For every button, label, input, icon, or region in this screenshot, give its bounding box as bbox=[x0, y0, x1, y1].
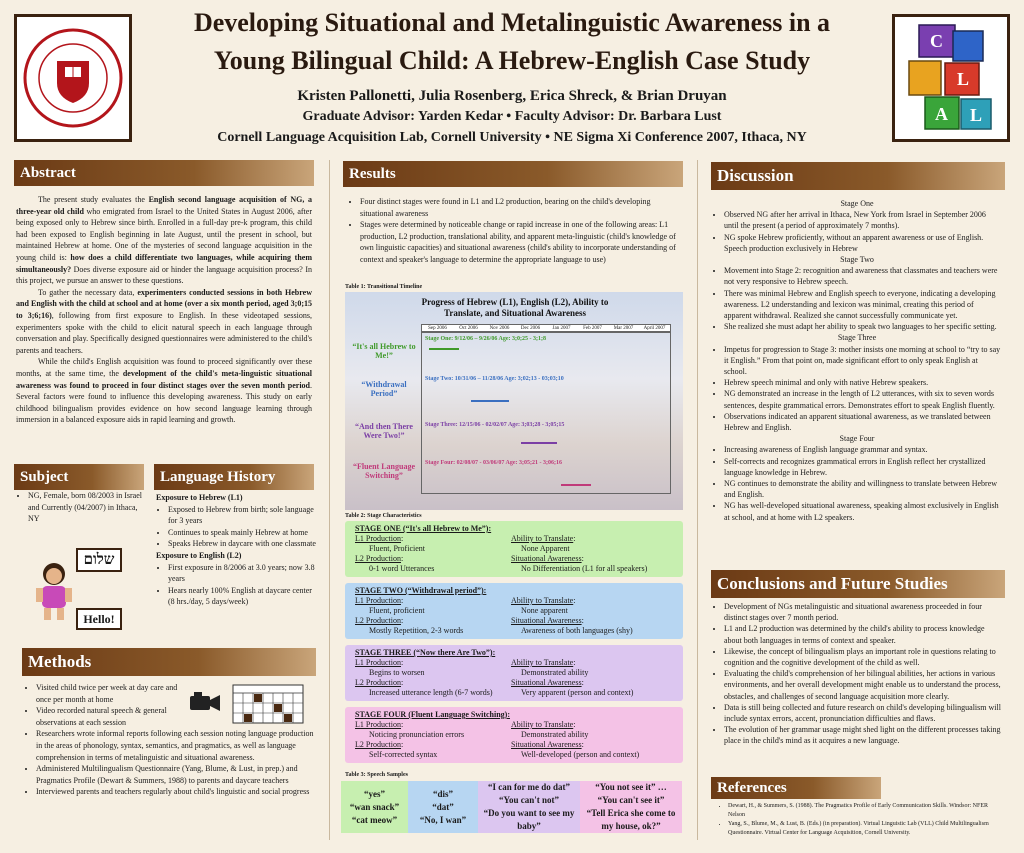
timeline-grid bbox=[421, 332, 671, 494]
conclusions-header: Conclusions and Future Studies bbox=[711, 570, 1005, 598]
results-text bbox=[348, 196, 678, 266]
month-label: April 2007 bbox=[643, 326, 666, 331]
speech-sample-stage1: “yes” “wan snack” “cat meow” bbox=[341, 781, 408, 833]
timeline-months bbox=[421, 324, 671, 332]
stage-one-box: STAGE ONE (“It's all Hebrew to Me”): L1 Production: Ability to Translate: Fluent, Proficient None Apparent L2 Production: Situational Awareness: 0-1 word Utterances No Differentiation (L1 for all speakers) bbox=[345, 521, 683, 577]
stage-range: Stage Three: 12/15/06 - 02/02/07 Age: 3;03;28 - 3;05;15 bbox=[425, 422, 565, 428]
language-history-header: Language History bbox=[154, 464, 314, 490]
hebrew-item: • Continues to speak mainly Hebrew at home bbox=[168, 527, 316, 539]
conclusion-item: • Data is still being collected and future research on child's developing bilingualism will include syntax errors, accent, pronunciation difficulties and flaws. bbox=[724, 702, 1002, 724]
methods-item: • Administered Multilingualism Questionnaire (Yang, Blume, & Lust, in prep.) and Pragmatics Profile (Dewart & Summers, 1988) to parents and daycare teachers bbox=[36, 763, 316, 786]
month-label: Feb 2007 bbox=[583, 326, 602, 331]
stage-bar bbox=[429, 348, 459, 350]
stage-three-box: STAGE THREE (“Now there Are Two”): L1 Production: Ability to Translate: Begins to worsen Demonstrated ability L2 Production: Situational Awareness: Increased utterance length (6-7 words) Very apparent (person and context) bbox=[345, 645, 683, 701]
table2-caption: Table 2: Stage Characteristics bbox=[345, 513, 422, 519]
month-label: Sep 2006 bbox=[428, 326, 447, 331]
shalom-sign: שלום bbox=[76, 548, 122, 572]
affiliation: Cornell Language Acquisition Lab, Cornell University • NE Sigma Xi Conference 2007, Ithaca, NY bbox=[217, 130, 807, 145]
abstract-header: Abstract bbox=[14, 160, 314, 186]
conclusion-item: • L1 and L2 production was determined by the child's ability to process knowledge about both languages in terms of context and speaker. bbox=[724, 623, 1002, 645]
speech-sample-stage3: “I can for me do dat” “You can't not” “Do you want to see my baby” bbox=[478, 781, 580, 833]
conclusions-text bbox=[712, 601, 1002, 777]
methods-item: • Interviewed parents and teachers regularly about child's linguistic and social progress bbox=[36, 786, 316, 798]
transitional-timeline bbox=[345, 292, 683, 510]
month-label: Oct 2006 bbox=[459, 326, 478, 331]
discussion-item: • Self-corrects and recognizes grammatical errors in English reflect her crystallized language knowledge in Hebrew. bbox=[724, 456, 1002, 478]
discussion-item: • NG has well-developed situational awareness, speaking almost exclusively in English at school, and at home with L2 speakers. bbox=[724, 500, 1002, 522]
poster-title-line2: Young Bilingual Child: A Hebrew-English Case Study bbox=[213, 46, 811, 75]
discussion-item: • She realized she must adapt her ability to speak two languages to her specific setting. bbox=[724, 321, 1002, 332]
stage-two-box: STAGE TWO (“Withdrawal period”): L1 Production: Ability to Translate: Fluent, proficient None apparent L2 Production: Situational Awareness: Mostly Repetition, 2-3 words Awareness of both languages (shy) bbox=[345, 583, 683, 639]
discussion-item: • Impetus for progression to Stage 3: mother insists one morning at school to “try to say it English.” From that point on, made significant effort to only speak English at school. bbox=[724, 344, 1002, 378]
svg-text:L: L bbox=[970, 105, 983, 125]
cornell-seal-logo bbox=[14, 14, 132, 142]
timeline-title: Progress of Hebrew (L1), English (L2), Ability to Translate, and Situational Awareness bbox=[421, 297, 609, 318]
abstract-text: The present study evaluates the English second language acquisition of NG, a three-year old child who emigrated from Israel to the United States in August 2006, after being exposed only to Hebrew since birth. Enrolled in a full-day pre-k program, this child had been exposed to English beginning in late August, until the present in school, but maintained Hebrew at home. One of the mysteries of second language acquisition in the young child is: how does a child differentiate two languages, while acquiring them simultaneously? Does diverse exposure aid or hinder the language acquisition process? In this project, we pursue an answer to these questions. To gather the necessary data, experimenters conducted sessions in both Hebrew and English with the child at school and at home (over a six month period, aged 3;0;15 to 3;6;16), following from first exposure to English. In these videotaped sessions, experimenters spoke with the child to elicit natural speech in each language through conversation and play. Specifically designed questionnaires were administered to the child's parents and teachers. While the child's English acquisition was found to proceed significantly over these months, at the same time, the development of the child's meta-linguistic situational awareness was found to proceed in four distinct stages over the seven month period. Several factors were found to influence this developing awareness. This study on early childhood bilingualism provides evidence on how second language learning through immersion in a balanced exposure aids in rapid learning and growth. bbox=[16, 195, 312, 425]
references-text bbox=[716, 802, 1002, 838]
video-camera-icon bbox=[188, 690, 222, 714]
discussion-header: Discussion bbox=[711, 162, 1005, 190]
authors: Kristen Pallonetti, Julia Rosenberg, Erica Shreck, & Brian Druyan bbox=[297, 88, 727, 104]
discussion-item: • Observed NG after her arrival in Ithaca, New York from Israel in September 2006 until the present (a period of approximately 7 months). bbox=[724, 209, 1002, 231]
svg-text:A: A bbox=[935, 104, 948, 124]
language-history-text: Exposure to Hebrew (L1) • Exposed to Hebrew from birth; sole language for 3 years • Continues to speak mainly Hebrew at home • Speaks Hebrew in daycare with one classmate Exposure to English (L2) • First exposure in 8/2006 at 3.0 years; now 3.8 years • Hears nearly 100% English at daycare center (8 hrs./day, 5 days/week) bbox=[156, 492, 316, 608]
discussion-item: • Movement into Stage 2: recognition and awareness that classmates and teachers were not very responsive to Hebrew speech. bbox=[724, 265, 1002, 287]
stage-quote: “It's all Hebrew to Me!” bbox=[352, 342, 416, 360]
svg-text:C: C bbox=[930, 31, 943, 51]
discussion-item: • Increasing awareness of English language grammar and syntax. bbox=[724, 444, 1002, 455]
subject-header: Subject bbox=[14, 464, 144, 490]
stage-four-box: STAGE FOUR (Fluent Language Switching): L1 Production: Ability to Translate: Noticing pronunciation errors Demonstrated ability L2 Production: Situational Awareness: Self-corrected syntax Well-developed (person and context) bbox=[345, 707, 683, 763]
discussion-item: • Observations indicated an apparent situational awareness, as we translated between Hebrew and English. bbox=[724, 411, 1002, 433]
conclusion-item: • The evolution of her grammar usage might shed light on the different processes taking place in the child's mind as it acquires a new language. bbox=[724, 724, 1002, 746]
column-divider-1 bbox=[329, 160, 330, 840]
calendar-icon bbox=[232, 684, 304, 724]
results-item: • Four distinct stages were found in L1 and L2 production, bearing on the child's developing situational awareness bbox=[360, 196, 678, 219]
english-item: • First exposure in 8/2006 at 3.0 years; now 3.8 years bbox=[168, 562, 316, 585]
discussion-item: • NG spoke Hebrew proficiently, without an apparent awareness or use of English. Speech production exclusively in Hebrew bbox=[724, 232, 1002, 254]
month-label: Jan 2007 bbox=[552, 326, 571, 331]
speech-sample-stage4: “You not see it” … “You can't see it” “Tell Erica she come to my house, ok?” bbox=[580, 781, 682, 833]
discussion-text: Stage One • Observed NG after her arrival in Ithaca, New York from Israel in September 2006 until the present (a period of approximately 7 months). • NG spoke Hebrew proficiently, without an apparent awareness or use of English. Speech production exclusively in Hebrew Stage Two • Movement into Stage 2: recognition and awareness that classmates and teachers were not very responsive to Hebrew speech. • There was minimal Hebrew and English speech to everyone, indicating a developing awareness. L2 understanding and lexicon was minimal, creating this period of apparent withdrawal. Realized she cannot successfully communicate yet. • She realized she must adapt her ability to speak two languages to her specific setting. Stage Three • Impetus for progression to Stage 3: mother insists one morning at school to “try to say it English.” From that point on, made significant effort to only speak English at school. • Hebrew speech minimal and only with native Hebrew speakers. • NG demonstrated an increase in the length of L2 utterances, with six to seven words sentences, despite grammatical errors. Demonstrates effort to speak English fluently. • Observations indicated an apparent situational awareness, as we translated between Hebrew and English. Stage Four • Increasing awareness of English language grammar and syntax. • Self-corrects and recognizes grammatical errors in English reflect her crystallized language knowledge in Hebrew. • NG continues to demonstrate the ability and willingness to translate between Hebrew and English. • NG has well-developed situational awareness, speaking almost exclusively in English at school, and at home with L2 speakers. bbox=[712, 198, 1002, 523]
results-header: Results bbox=[343, 161, 683, 187]
stage-bar bbox=[471, 400, 509, 402]
english-item: • Hears nearly 100% English at daycare center (8 hrs./day, 5 days/week) bbox=[168, 585, 316, 608]
column-divider-2 bbox=[697, 160, 698, 840]
table3-caption: Table 3: Speech Samples bbox=[345, 772, 408, 778]
discussion-item: • NG demonstrated an increase in the length of L2 utterances, with six to seven words sentences, despite grammatical errors. Demonstrates effort to speak English fluently. bbox=[724, 388, 1002, 410]
poster-title-line1: Developing Situational and Metalinguistic Awareness in a bbox=[193, 8, 831, 37]
stage-bar bbox=[521, 442, 557, 444]
hebrew-item: • Exposed to Hebrew from birth; sole language for 3 years bbox=[168, 504, 316, 527]
child-doll-image bbox=[30, 560, 80, 624]
methods-item: • Visited child twice per week at day care and once per month at home bbox=[36, 682, 186, 705]
methods-header: Methods bbox=[22, 648, 316, 676]
results-item: • Stages were determined by noticeable change or rapid increase in one of the following areas: L1 production, L2 production, translational ability, and apparent meta-linguistic (child's knowledge of own linguistic capacities) and situational awareness (child's ability to incorporate understanding of context and speaker's language to determine the appropriate language to use) bbox=[360, 219, 678, 265]
stage-quote: “Fluent Language Switching” bbox=[352, 462, 415, 480]
svg-text:L: L bbox=[957, 69, 970, 89]
methods-item: • Researchers wrote informal reports following each session noting language production in the areas of phonology, syntax, semantics, and pragmatics, as well as language comprehension in terms of metalinguistic and situational awareness. bbox=[36, 728, 316, 763]
conclusion-item: • Likewise, the concept of bilingualism plays an important role in questions relating to cognition and the cognitive development of the child as well. bbox=[724, 646, 1002, 668]
references-header: References bbox=[711, 777, 881, 799]
clal-blocks-logo bbox=[892, 14, 1010, 142]
stage-range: Stage Four: 02/08/07 - 03/06/07 Age: 3;05;21 - 3;06;16 bbox=[425, 460, 562, 466]
methods-item: • Video recorded natural speech & general observations at each session bbox=[36, 705, 186, 728]
subject-text bbox=[16, 490, 144, 525]
discussion-item: • NG continues to demonstrate the ability and willingness to translate between Hebrew and English. bbox=[724, 478, 1002, 500]
reference-item: • Yang, S., Blume, M., & Lust, B. (Eds.) (in preparation). Virtual Linguistic Lab (VLL) Child Multilingualism Questionnaire. Virtual Center for Language Acquisition, Cornell University. bbox=[728, 820, 1002, 838]
stage-bar bbox=[561, 484, 591, 486]
stage-range: Stage Two: 10/31/06 – 11/28/06 Age: 3;02;13 - 03;03;10 bbox=[425, 376, 564, 382]
stage-quote: “And then There Were Two!” bbox=[355, 422, 413, 440]
hello-sign: Hello! bbox=[76, 608, 122, 630]
advisors: Graduate Advisor: Yarden Kedar • Faculty Advisor: Dr. Barbara Lust bbox=[302, 109, 722, 124]
hebrew-item: • Speaks Hebrew in daycare with one classmate bbox=[168, 538, 316, 550]
month-label: Mar 2007 bbox=[613, 326, 634, 331]
discussion-item: • Hebrew speech minimal and only with native Hebrew speakers. bbox=[724, 377, 1002, 388]
discussion-item: • There was minimal Hebrew and English speech to everyone, indicating a developing awareness. L2 understanding and lexicon was minimal, creating this period of apparent withdrawal. Realized she cannot successfully communicate yet. bbox=[724, 288, 1002, 322]
stage-quote: “Withdrawal Period” bbox=[361, 380, 407, 398]
reference-item: • Dewart, H., & Summers, S. (1988). The Pragmatics Profile of Early Communication Skills. Windsor: NFER Nelson bbox=[728, 802, 1002, 820]
month-label: Nov 2006 bbox=[489, 326, 510, 331]
stage-range: Stage One: 9/12/06 – 9/26/06 Age: 3;0;25 - 3;1;8 bbox=[425, 336, 546, 342]
conclusion-item: • Development of NGs metalinguistic and situational awareness proceeded in four distinct stages over 7 month period. bbox=[724, 601, 1002, 623]
conclusion-item: • Evaluating the child's comprehension of her bilingual abilities, her actions in various environments, and her overall development might enable us to understand the process, obstacles, and challenges of second language acquisition more clearly. bbox=[724, 668, 1002, 702]
month-label: Dec 2006 bbox=[520, 326, 541, 331]
table1-caption: Table 1: Transitional Timeline bbox=[345, 284, 423, 290]
subject-item: • NG, Female, born 08/2003 in Israel and Currently (04/2007) in Ithaca, NY bbox=[28, 490, 144, 525]
speech-sample-stage2: “dis” “dat” “No, I wan” bbox=[408, 781, 478, 833]
